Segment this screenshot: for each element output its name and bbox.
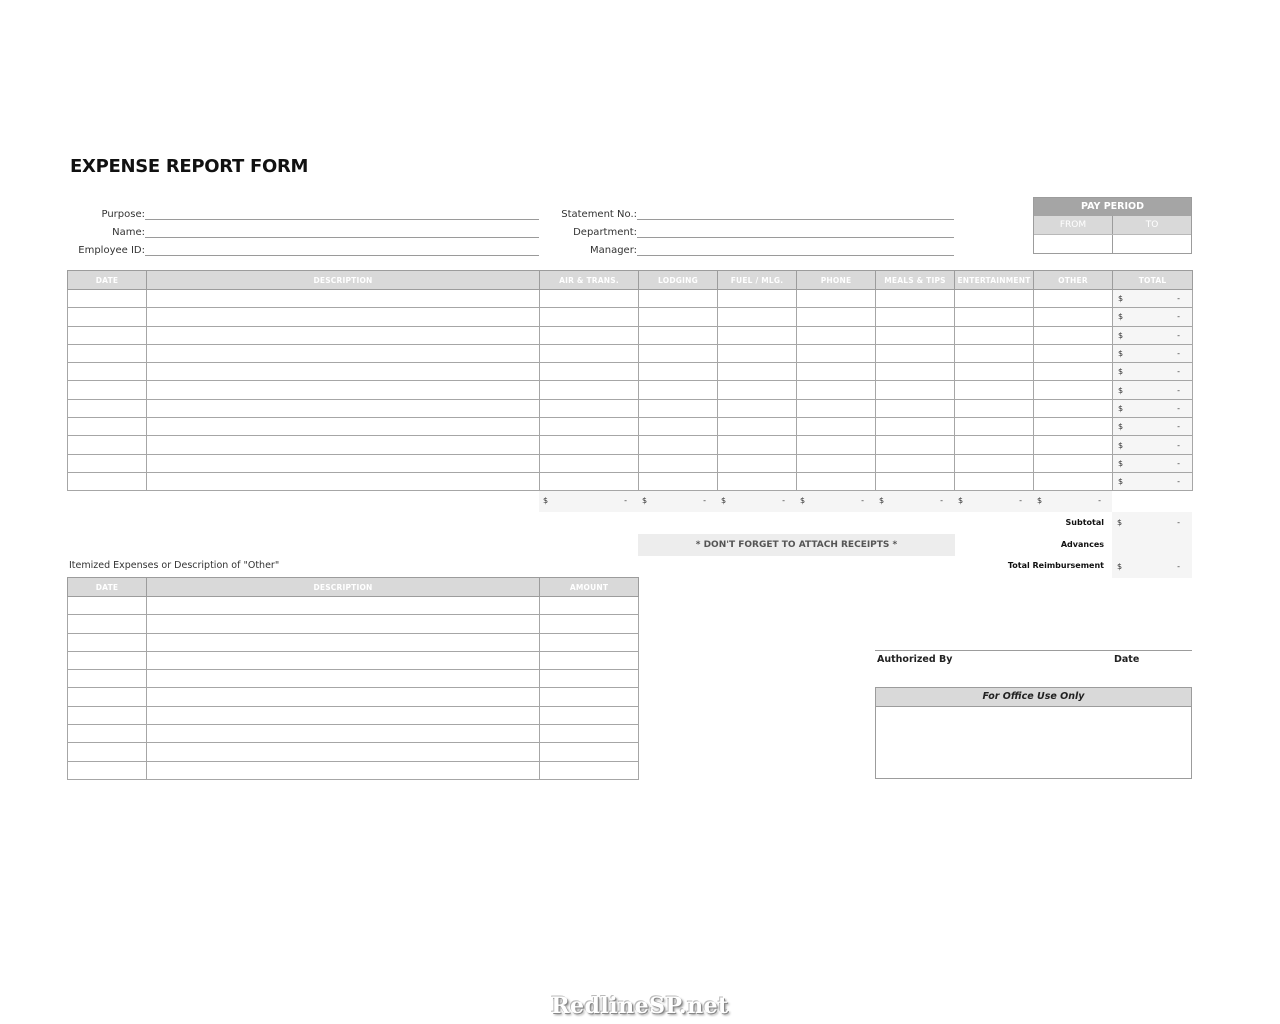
table-row — [68, 326, 1193, 344]
statement-no-field[interactable] — [637, 206, 954, 220]
column-total — [796, 491, 875, 512]
itemized-cell-amount[interactable] — [540, 725, 639, 743]
pay-period-to-label: TO — [1145, 220, 1159, 230]
cell-other[interactable] — [1034, 399, 1113, 417]
total-currency: $ — [1118, 403, 1124, 413]
itemized-cell-amount[interactable] — [540, 743, 639, 761]
cell-air-trans[interactable] — [540, 381, 639, 399]
table-row — [68, 399, 1193, 417]
table-row — [68, 344, 1193, 362]
column-total-currency: $ — [642, 496, 648, 505]
total-currency: $ — [1118, 294, 1124, 304]
date-label: Date — [1114, 654, 1140, 665]
cell-fuel-mileage[interactable] — [718, 308, 797, 326]
itemized-col-description: DESCRIPTION — [147, 578, 540, 597]
col-other: OTHER — [1034, 271, 1113, 290]
cell-phone[interactable] — [797, 418, 876, 436]
cell-entertainment[interactable] — [955, 436, 1034, 454]
itemized-table — [67, 577, 639, 780]
itemized-row — [68, 743, 639, 761]
cell-lodging[interactable] — [639, 290, 718, 308]
column-total-amount: - — [624, 496, 627, 505]
itemized-col-amount: AMOUNT — [540, 578, 639, 597]
cell-total — [1113, 454, 1193, 472]
col-air-trans: AIR & TRANS. — [540, 271, 639, 290]
cell-air-trans[interactable] — [540, 308, 639, 326]
pay-period-title: PAY PERIOD — [1034, 198, 1191, 216]
expense-table — [67, 270, 1193, 491]
cell-date[interactable] — [68, 344, 147, 362]
cell-total — [1113, 290, 1193, 308]
itemized-row — [68, 651, 639, 669]
cell-fuel-mileage[interactable] — [718, 381, 797, 399]
column-total-currency: $ — [879, 496, 885, 505]
cell-entertainment[interactable] — [955, 363, 1034, 381]
table-row — [68, 418, 1193, 436]
cell-description[interactable] — [147, 326, 540, 344]
itemized-cell-description[interactable] — [147, 615, 540, 633]
column-total-amount: - — [782, 496, 785, 505]
column-total-currency: $ — [721, 496, 727, 505]
total-currency: $ — [1118, 422, 1124, 432]
cell-phone[interactable] — [797, 454, 876, 472]
cell-date[interactable] — [68, 308, 147, 326]
itemized-cell-amount[interactable] — [540, 670, 639, 688]
cell-lodging[interactable] — [639, 363, 718, 381]
column-total — [717, 491, 796, 512]
cell-total — [1113, 363, 1193, 381]
total-currency: $ — [1118, 477, 1124, 487]
cell-date[interactable] — [68, 454, 147, 472]
cell-lodging[interactable] — [639, 381, 718, 399]
cell-description[interactable] — [147, 363, 540, 381]
itemized-label: Itemized Expenses or Description of "Other" — [69, 560, 280, 571]
column-total-currency: $ — [543, 496, 549, 505]
cell-phone[interactable] — [797, 308, 876, 326]
cell-meals-tips[interactable] — [876, 290, 955, 308]
column-total-amount: - — [1019, 496, 1022, 505]
total-amount: - — [1177, 294, 1180, 304]
cell-air-trans[interactable] — [540, 363, 639, 381]
cell-meals-tips[interactable] — [876, 326, 955, 344]
itemized-cell-amount[interactable] — [540, 651, 639, 669]
cell-date[interactable] — [68, 472, 147, 490]
cell-entertainment[interactable] — [955, 290, 1034, 308]
cell-description[interactable] — [147, 399, 540, 417]
name-label: Name: — [112, 227, 145, 238]
watermark: RedlineSP.net — [551, 993, 729, 1019]
cell-entertainment[interactable] — [955, 399, 1034, 417]
total-amount: - — [1177, 312, 1180, 322]
cell-other[interactable] — [1034, 308, 1113, 326]
column-total-amount: - — [940, 496, 943, 505]
cell-phone[interactable] — [797, 344, 876, 362]
column-total-amount: - — [861, 496, 864, 505]
pay-period-to-field[interactable] — [1113, 235, 1191, 253]
cell-meals-tips[interactable] — [876, 436, 955, 454]
total-amount: - — [1177, 385, 1180, 395]
itemized-cell-date[interactable] — [68, 670, 147, 688]
total-amount: - — [1177, 330, 1180, 340]
cell-air-trans[interactable] — [540, 326, 639, 344]
total-amount: - — [1177, 477, 1180, 487]
column-total-currency: $ — [958, 496, 964, 505]
cell-other[interactable] — [1034, 290, 1113, 308]
total-amount: - — [1177, 367, 1180, 377]
itemized-cell-description[interactable] — [147, 633, 540, 651]
authorized-by-label: Authorized By — [877, 654, 953, 665]
subtotal-label: Subtotal — [1065, 518, 1104, 527]
advances-label: Advances — [1060, 540, 1104, 549]
cell-fuel-mileage[interactable] — [718, 290, 797, 308]
cell-date[interactable] — [68, 363, 147, 381]
cell-description[interactable] — [147, 454, 540, 472]
column-total — [875, 491, 954, 512]
cell-total — [1113, 381, 1193, 399]
name-field[interactable] — [145, 224, 539, 238]
total-amount: - — [1177, 440, 1180, 450]
itemized-cell-date[interactable] — [68, 633, 147, 651]
col-entertainment: ENTERTAINMENT — [955, 271, 1034, 290]
expense-header-row — [68, 271, 1193, 290]
cell-entertainment[interactable] — [955, 381, 1034, 399]
itemized-cell-amount[interactable] — [540, 633, 639, 651]
cell-phone[interactable] — [797, 436, 876, 454]
col-total: TOTAL — [1113, 271, 1193, 290]
cell-entertainment[interactable] — [955, 472, 1034, 490]
itemized-row — [68, 615, 639, 633]
cell-other[interactable] — [1034, 326, 1113, 344]
itemized-row — [68, 670, 639, 688]
subtotal-value — [1112, 512, 1192, 534]
itemized-cell-description[interactable] — [147, 743, 540, 761]
cell-phone[interactable] — [797, 399, 876, 417]
cell-fuel-mileage[interactable] — [718, 344, 797, 362]
cell-fuel-mileage[interactable] — [718, 363, 797, 381]
total-amount: - — [1177, 458, 1180, 468]
col-phone: PHONE — [797, 271, 876, 290]
column-total — [638, 491, 717, 512]
cell-fuel-mileage[interactable] — [718, 399, 797, 417]
itemized-row — [68, 633, 639, 651]
column-total — [954, 491, 1033, 512]
itemized-row — [68, 688, 639, 706]
cell-lodging[interactable] — [639, 326, 718, 344]
itemized-row — [68, 706, 639, 724]
cell-other[interactable] — [1034, 363, 1113, 381]
employee-id-label: Employee ID: — [78, 245, 145, 256]
total-currency: $ — [1118, 312, 1124, 322]
cell-lodging[interactable] — [639, 418, 718, 436]
total-amount: - — [1177, 349, 1180, 359]
cell-fuel-mileage[interactable] — [718, 454, 797, 472]
cell-entertainment[interactable] — [955, 454, 1034, 472]
itemized-cell-amount[interactable] — [540, 597, 639, 615]
cell-air-trans[interactable] — [540, 344, 639, 362]
cell-lodging[interactable] — [639, 472, 718, 490]
cell-total — [1113, 418, 1193, 436]
pay-period-from-label: FROM — [1034, 216, 1113, 234]
subtotal-currency: $ — [1117, 518, 1123, 527]
total-currency: $ — [1118, 349, 1124, 359]
table-row — [68, 308, 1193, 326]
total-amount: - — [1177, 422, 1180, 432]
itemized-cell-date[interactable] — [68, 725, 147, 743]
itemized-cell-date[interactable] — [68, 761, 147, 779]
cell-meals-tips[interactable] — [876, 418, 955, 436]
cell-air-trans[interactable] — [540, 454, 639, 472]
left-fields — [70, 202, 539, 256]
manager-field[interactable] — [637, 242, 954, 256]
cell-other[interactable] — [1034, 418, 1113, 436]
cell-fuel-mileage[interactable] — [718, 418, 797, 436]
cell-meals-tips[interactable] — [876, 308, 955, 326]
total-currency: $ — [1118, 458, 1124, 468]
column-total-amount: - — [1098, 496, 1101, 505]
column-total-amount: - — [703, 496, 706, 505]
itemized-cell-date[interactable] — [68, 688, 147, 706]
cell-entertainment[interactable] — [955, 308, 1034, 326]
cell-air-trans[interactable] — [540, 290, 639, 308]
itemized-cell-amount[interactable] — [540, 761, 639, 779]
receipts-notice: * DON'T FORGET TO ATTACH RECEIPTS * — [638, 534, 955, 556]
subtotal-amount: - — [1177, 518, 1180, 527]
total-currency: $ — [1118, 330, 1124, 340]
itemized-cell-date[interactable] — [68, 706, 147, 724]
column-totals-row — [539, 491, 1112, 512]
cell-phone[interactable] — [797, 290, 876, 308]
cell-lodging[interactable] — [639, 454, 718, 472]
total-reimbursement-label: Total Reimbursement — [1007, 561, 1104, 570]
cell-air-trans[interactable] — [540, 418, 639, 436]
cell-description[interactable] — [147, 436, 540, 454]
cell-phone[interactable] — [797, 381, 876, 399]
col-description: DESCRIPTION — [147, 271, 540, 290]
cell-fuel-mileage[interactable] — [718, 436, 797, 454]
cell-meals-tips[interactable] — [876, 472, 955, 490]
cell-other[interactable] — [1034, 381, 1113, 399]
cell-description[interactable] — [147, 418, 540, 436]
cell-total — [1113, 308, 1193, 326]
cell-lodging[interactable] — [639, 344, 718, 362]
itemized-cell-date[interactable] — [68, 597, 147, 615]
advances-field[interactable] — [1112, 534, 1192, 556]
itemized-row — [68, 725, 639, 743]
cell-total — [1113, 344, 1193, 362]
cell-total — [1113, 399, 1193, 417]
cell-description[interactable] — [147, 308, 540, 326]
statement-no-label: Statement No.: — [561, 209, 637, 220]
total-currency: $ — [1118, 367, 1124, 377]
cell-air-trans[interactable] — [540, 472, 639, 490]
cell-date[interactable] — [68, 326, 147, 344]
column-total — [539, 491, 638, 512]
table-row — [68, 290, 1193, 308]
pay-period-from-field[interactable] — [1034, 235, 1113, 253]
itemized-col-date: DATE — [68, 578, 147, 597]
table-row — [68, 363, 1193, 381]
itemized-cell-amount[interactable] — [540, 615, 639, 633]
cell-other[interactable] — [1034, 472, 1113, 490]
cell-meals-tips[interactable] — [876, 381, 955, 399]
column-total — [1033, 491, 1112, 512]
table-row — [68, 454, 1193, 472]
itemized-cell-description[interactable] — [147, 651, 540, 669]
cell-other[interactable] — [1034, 454, 1113, 472]
col-lodging: LODGING — [639, 271, 718, 290]
cell-phone[interactable] — [797, 472, 876, 490]
total-currency: $ — [1118, 385, 1124, 395]
cell-description[interactable] — [147, 290, 540, 308]
itemized-row — [68, 761, 639, 779]
cell-description[interactable] — [147, 344, 540, 362]
cell-air-trans[interactable] — [540, 399, 639, 417]
pay-period-box — [1033, 197, 1192, 254]
cell-fuel-mileage[interactable] — [718, 326, 797, 344]
itemized-cell-date[interactable] — [68, 651, 147, 669]
cell-meals-tips[interactable] — [876, 344, 955, 362]
total-reimbursement-value — [1112, 556, 1192, 578]
cell-meals-tips[interactable] — [876, 454, 955, 472]
column-total-currency: $ — [800, 496, 806, 505]
employee-id-field[interactable] — [145, 242, 539, 256]
cell-date[interactable] — [68, 418, 147, 436]
total-reimbursement-currency: $ — [1117, 562, 1123, 571]
office-use-box[interactable] — [875, 687, 1192, 779]
right-fields — [552, 202, 954, 256]
page-title: EXPENSE REPORT FORM — [70, 156, 309, 177]
cell-date[interactable] — [68, 436, 147, 454]
itemized-cell-description[interactable] — [147, 670, 540, 688]
cell-entertainment[interactable] — [955, 418, 1034, 436]
cell-description[interactable] — [147, 472, 540, 490]
cell-lodging[interactable] — [639, 436, 718, 454]
itemized-cell-description[interactable] — [147, 597, 540, 615]
cell-total — [1113, 472, 1193, 490]
itemized-cell-amount[interactable] — [540, 688, 639, 706]
cell-date[interactable] — [68, 399, 147, 417]
cell-other[interactable] — [1034, 344, 1113, 362]
purpose-field[interactable] — [145, 206, 539, 220]
cell-description[interactable] — [147, 381, 540, 399]
itemized-cell-description[interactable] — [147, 761, 540, 779]
cell-date[interactable] — [68, 381, 147, 399]
department-field[interactable] — [637, 224, 954, 238]
col-meals-tips: MEALS & TIPS — [876, 271, 955, 290]
cell-entertainment[interactable] — [955, 344, 1034, 362]
cell-total — [1113, 436, 1193, 454]
itemized-row — [68, 597, 639, 615]
cell-phone[interactable] — [797, 326, 876, 344]
itemized-cell-amount[interactable] — [540, 706, 639, 724]
cell-date[interactable] — [68, 290, 147, 308]
column-total-currency: $ — [1037, 496, 1043, 505]
itemized-cell-date[interactable] — [68, 615, 147, 633]
itemized-header-row — [68, 578, 639, 597]
cell-lodging[interactable] — [639, 308, 718, 326]
cell-total — [1113, 326, 1193, 344]
itemized-cell-description[interactable] — [147, 706, 540, 724]
cell-entertainment[interactable] — [955, 326, 1034, 344]
itemized-cell-description[interactable] — [147, 725, 540, 743]
cell-meals-tips[interactable] — [876, 363, 955, 381]
table-row — [68, 381, 1193, 399]
purpose-label: Purpose: — [101, 209, 145, 220]
total-amount: - — [1177, 403, 1180, 413]
table-row — [68, 472, 1193, 490]
office-use-title: For Office Use Only — [876, 688, 1191, 707]
cell-air-trans[interactable] — [540, 436, 639, 454]
manager-label: Manager: — [589, 245, 637, 256]
total-reimbursement-amount: - — [1177, 562, 1180, 571]
table-row — [68, 436, 1193, 454]
cell-other[interactable] — [1034, 436, 1113, 454]
cell-fuel-mileage[interactable] — [718, 472, 797, 490]
itemized-cell-date[interactable] — [68, 743, 147, 761]
cell-meals-tips[interactable] — [876, 399, 955, 417]
itemized-cell-description[interactable] — [147, 688, 540, 706]
cell-phone[interactable] — [797, 363, 876, 381]
col-date: DATE — [68, 271, 147, 290]
col-fuel-mileage: FUEL / MLG. — [718, 271, 797, 290]
cell-lodging[interactable] — [639, 399, 718, 417]
signature-line[interactable] — [875, 650, 1192, 651]
department-label: Department: — [573, 227, 637, 238]
total-currency: $ — [1118, 440, 1124, 450]
